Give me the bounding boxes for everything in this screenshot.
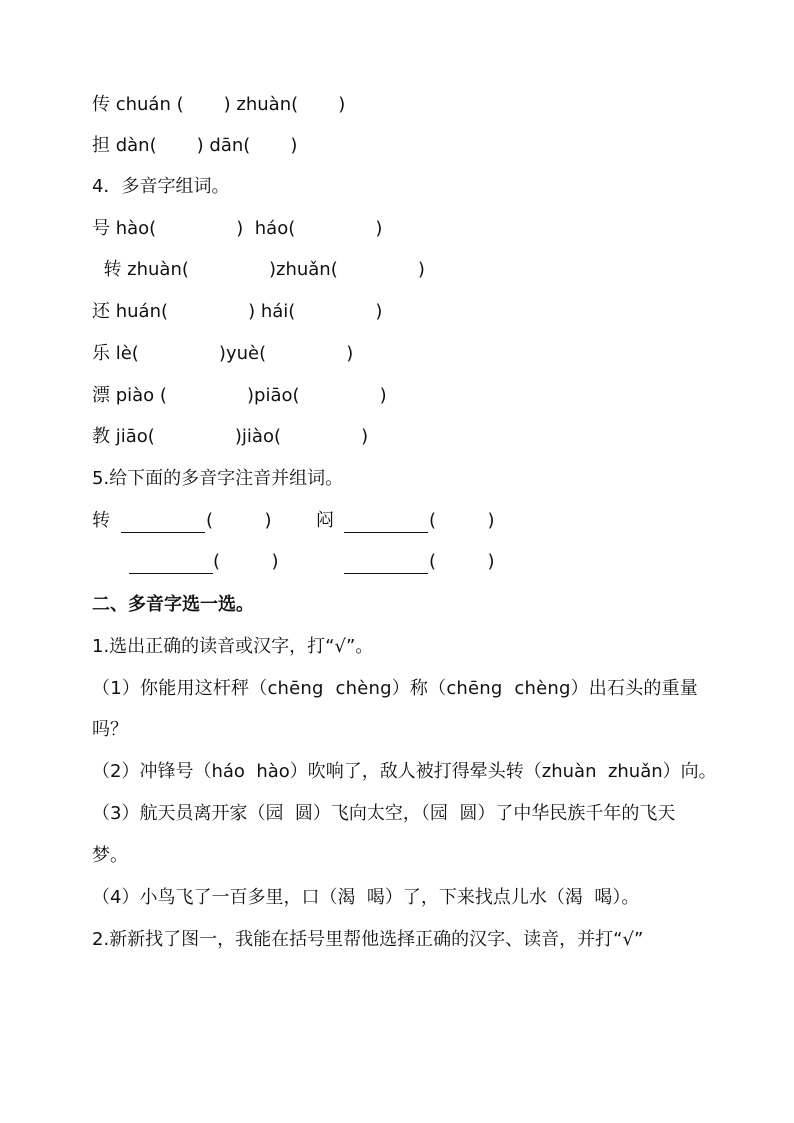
- paren-men-2: ( ): [429, 551, 495, 572]
- section-5-title: 5.给下面的多音字注音并组词。: [92, 468, 344, 489]
- question-1-item-1-cont: 吗？: [92, 719, 128, 740]
- blank-zhuan-1[interactable]: [121, 512, 205, 533]
- question-1-item-3-cont: 梦。: [92, 845, 128, 866]
- paren-men-1: ( ): [429, 510, 495, 531]
- line-dan: 担 dàn( ) dān( ): [92, 135, 298, 156]
- line-hao: 号 hào( ) háo( ): [92, 218, 383, 239]
- blank-zhuan-2[interactable]: [129, 553, 213, 574]
- question-1-item-2: （2）冲锋号（háo hào）吹响了，敌人被打得晕头转（zhuàn zhuǎn）向。: [92, 761, 717, 782]
- blank-men-2[interactable]: [344, 553, 428, 574]
- question-1-item-3: （3）航天员离开家（园 圆）飞向太空，（园 圆）了中华民族千年的飞天: [92, 803, 676, 824]
- paren-zhuan-1: ( ): [206, 510, 272, 531]
- line-piao: 漂 piào ( )piāo( ): [92, 385, 387, 406]
- question-1-item-4: （4）小鸟飞了一百多里，口（渴 喝）了，下来找点儿水（渴 喝）。: [92, 887, 640, 908]
- question-1-item-1: （1）你能用这杆秤（chēng chèng）称（chēng chèng）出石头的重量: [92, 678, 698, 699]
- question-1-title: 1.选出正确的读音或汉字，打“√”。: [92, 636, 374, 657]
- line-jiao: 教 jiāo( )jiào( ): [92, 426, 369, 447]
- line-chuan: 传 chuán ( ) zhuàn( ): [92, 94, 346, 115]
- question-2-title: 2.新新找了图一，我能在括号里帮他选择正确的汉字、读音，并打“√”: [92, 929, 644, 950]
- blank-men-1[interactable]: [344, 512, 428, 533]
- line-zhuan: 转 zhuàn( )zhuǎn( ): [92, 259, 425, 280]
- section-4-title: 4．多音字组词。: [92, 176, 230, 197]
- line-huan: 还 huán( ) hái( ): [92, 301, 383, 322]
- char-men: 闷: [316, 510, 334, 531]
- char-zhuan: 转: [92, 510, 110, 531]
- line-le: 乐 lè( )yuè( ): [92, 343, 354, 364]
- paren-zhuan-2: ( ): [213, 551, 279, 572]
- section-2-heading: 二、多音字选一选。: [92, 594, 254, 615]
